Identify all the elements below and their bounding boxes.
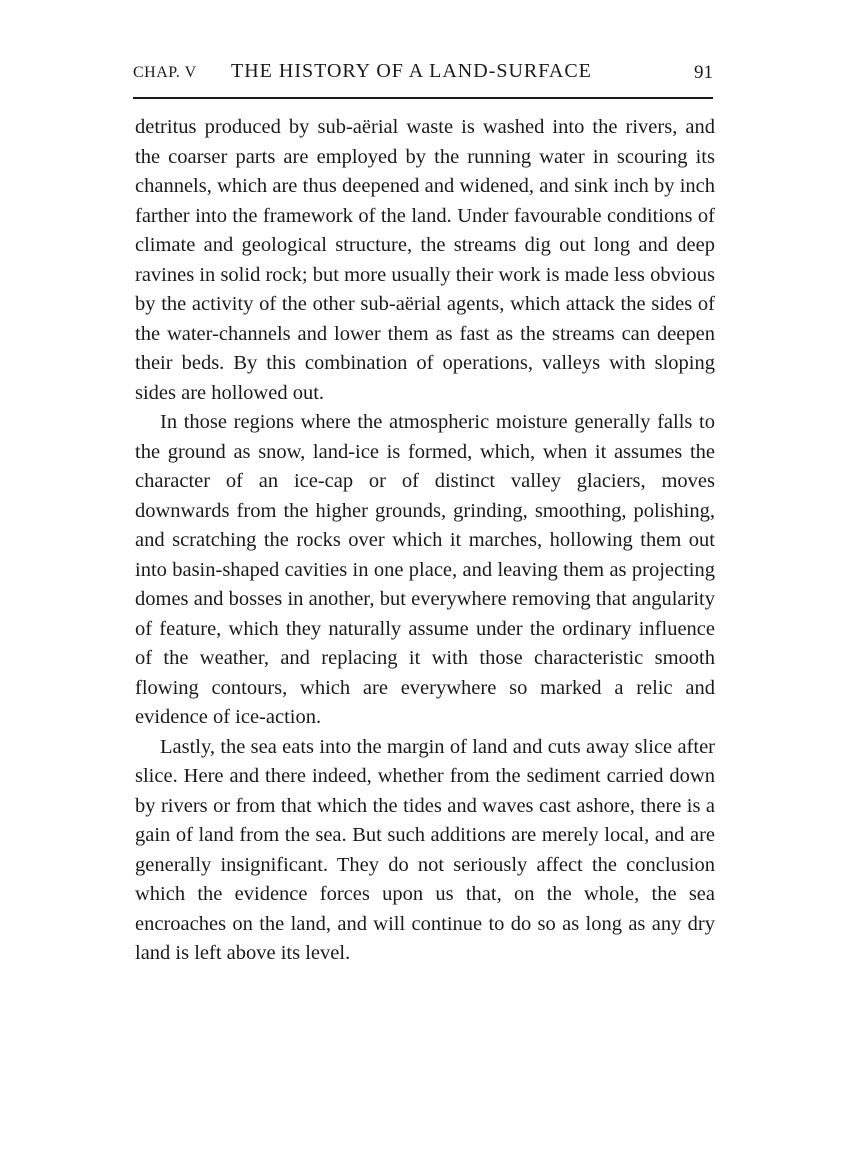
running-head-title: THE HISTORY OF A LAND-SURFACE: [231, 60, 592, 82]
paragraph-3: Lastly, the sea eats into the margin of land and cuts away slice after slice. Here and there indeed, whether from the sediment carried down by rivers or from that which the tides and waves cast ashore, there is a gain of land from the sea. But such additions are merely local, and are generally insignificant. They do not seriously affect the conclusion which the evidence forces upon us that, on the whole, the sea encroaches on the land, and will continue to do so as long as any dry land is left above its level.: [135, 735, 715, 964]
chapter-label: CHAP. V: [133, 64, 197, 81]
running-head: [133, 60, 713, 88]
paragraph-1: detritus produced by sub-aërial waste is washed into the rivers, and the coarser parts are employed by the running water in scouring its channels, which are thus deepened and widened, and sink inch by inch farther into the framework of the land. Under favourable conditions of climate and geological structure, the streams dig out long and deep ravines in solid rock; but more usually their work is made less obvious by the activity of the other sub-aërial agents, which attack the sides of the water-channels and lower them as fast as the streams can deepen their beds. By this combination of operations, valleys with sloping sides are hollowed out.: [135, 116, 715, 404]
body-text: [135, 113, 715, 969]
paragraph-2: In those regions where the atmospheric moisture generally falls to the ground as snow, land-ice is formed, which, when it assumes the character of an ice-cap or of distinct valley glaciers, moves downwards from the higher grounds, grinding, smoothing, polishing, and scratching the rocks over which it marches, hollowing them out into basin-shaped cavities in one place, and leaving them as projecting domes and bosses in another, but everywhere removing that angularity of feature, which they naturally assume under the ordinary influence of the weather, and replacing it with those characteristic smooth flowing contours, which are everywhere so marked a relic and evidence of ice-action.: [135, 411, 715, 728]
header-rule: [133, 97, 713, 99]
page-number: 91: [694, 62, 713, 83]
